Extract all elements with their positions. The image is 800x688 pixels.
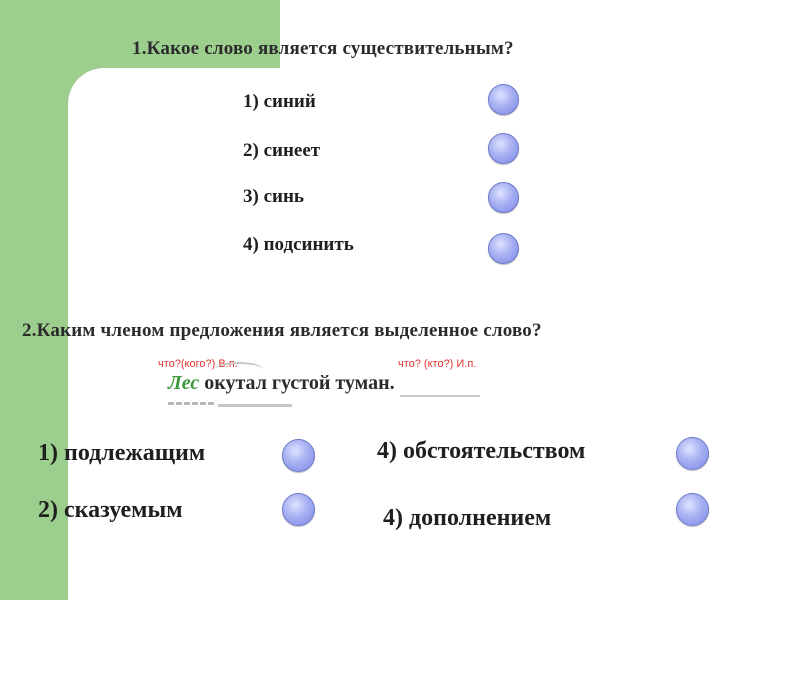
q1-option-3-radio[interactable] <box>488 182 519 213</box>
sentence-remainder: окутал густой туман. <box>199 372 395 394</box>
highlighted-word: Лес <box>168 372 200 394</box>
q1-option-4-label: 4) подсинить <box>243 234 354 255</box>
q1-option-3-label: 3) синь <box>243 186 304 207</box>
case-hint-right: что? (кто?) И.п. <box>398 358 477 370</box>
object-arc-left <box>214 362 264 378</box>
q2-option-3-label: 4) обстоятельством <box>377 438 586 464</box>
q1-option-4-radio[interactable] <box>488 233 519 264</box>
q1-option-1-label: 1) синий <box>243 91 316 112</box>
question-2-title: 2.Каким членом предложения является выделенное слово? <box>22 320 542 341</box>
q1-option-2-radio[interactable] <box>488 133 519 164</box>
predicate-underline <box>218 404 292 407</box>
q2-option-2-label: 2) сказуемым <box>38 497 183 523</box>
case-hint-left: что?(кого?) В.п. <box>158 358 238 370</box>
q2-option-4-label: 4) дополнением <box>383 505 552 531</box>
q2-option-1-label: 1) подлежащим <box>38 440 206 466</box>
sample-sentence <box>168 372 395 395</box>
q2-option-1-radio[interactable] <box>282 439 315 472</box>
subject-underline-right <box>400 395 480 397</box>
q1-option-1-radio[interactable] <box>488 84 519 115</box>
subject-underline <box>168 402 214 405</box>
question-1-title: 1.Какое слово является существительным? <box>132 38 514 59</box>
q2-option-4-radio[interactable] <box>676 493 709 526</box>
q1-option-2-label: 2) синеет <box>243 140 321 161</box>
q2-option-3-radio[interactable] <box>676 437 709 470</box>
q2-option-2-radio[interactable] <box>282 493 315 526</box>
